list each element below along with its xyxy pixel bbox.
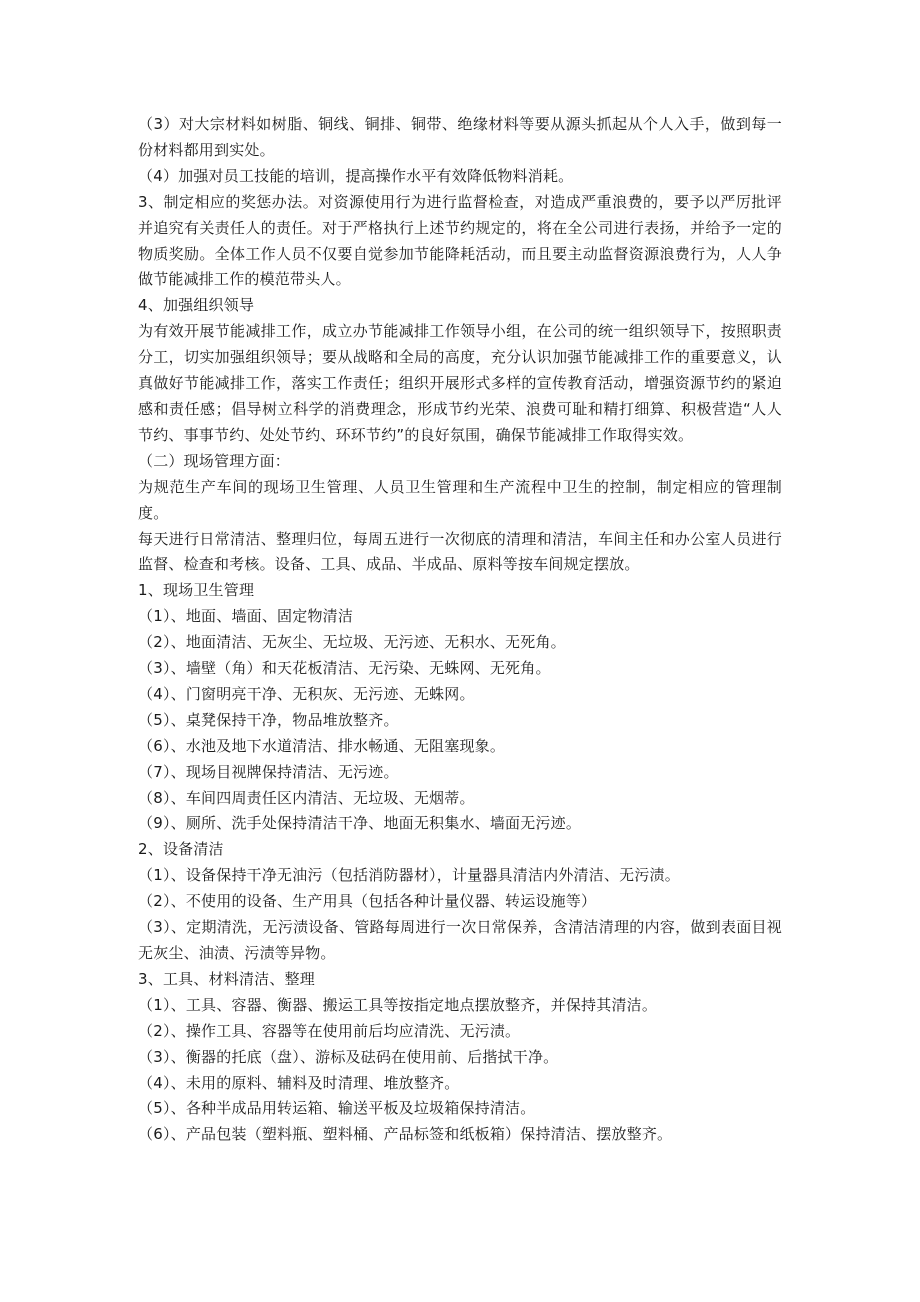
- list-item: （1）、设备保持干净无油污（包括消防器材），计量器具清洁内外清洁、无污渍。: [138, 866, 680, 885]
- list-item: （2）、地面清洁、无灰尘、无垃圾、无污迹、无积水、无死角。: [138, 633, 566, 652]
- list-item: （9）、厕所、洗手处保持清洁干净、地面无积集水、墙面无污迹。: [138, 814, 582, 833]
- heading-site-hygiene: 1、现场卫生管理: [138, 581, 255, 600]
- list-item: （2）、操作工具、容器等在使用前后均应清洗、无污渍。: [138, 1021, 521, 1040]
- heading-site-management: （二）现场管理方面：: [138, 451, 291, 470]
- list-item: （1）、工具、容器、衡器、搬运工具等按指定地点摆放整齐，并保持其清洁。: [138, 995, 658, 1014]
- list-item: （7）、现场目视牌保持清洁、无污迹。: [138, 762, 399, 781]
- list-item: （2）、不使用的设备、生产用具（包括各种计量仪器、转运设施等）: [138, 892, 597, 911]
- paragraph-leadership-details: 为有效开展节能减排工作，成立办节能减排工作领导小组，在公司的统一组织领导下，按照职责分工，切实加强组织领导；要从战略和全局的高度，充分认识加强节能减排工作的重要意义，认真做好节能减排工作，落实工作责任；组织开展形式多样的宣传教育活动，增强资源节约的紧迫感和责任感；倡导树立科学的消费理念，形成节约光荣、浪费可耻和精打细算、积极营造“人人节约、事事节约、处处节约、环环节约”的良好氛围，确保节能减排工作取得实效。: [138, 322, 782, 444]
- paragraph-rewards-penalties: 3、制定相应的奖惩办法。对资源使用行为进行监督检查，对造成严重浪费的，要予以严厉批评并追究有关责任人的责任。对于严格执行上述节约规定的，将在全公司进行表扬，并给予一定的物质奖励。全体工作人员不仅要自觉参加节能降耗活动，而且要主动监督资源浪费行为，人人争做节能减排工作的模范带头人。: [138, 192, 782, 289]
- list-item: （4）、门窗明亮干净、无积灰、无污迹、无蛛网。: [138, 684, 475, 703]
- list-item: （6）、产品包装（塑料瓶、塑料桶、产品标签和纸板箱）保持清洁、摆放整齐。: [138, 1125, 673, 1144]
- list-item: （3）、墙壁（角）和天花板清洁、无污染、无蛛网、无死角。: [138, 659, 551, 678]
- list-item: （6）、水池及地下水道清洁、排水畅通、无阻塞现象。: [138, 736, 506, 755]
- list-item: （8）、车间四周责任区内清洁、无垃圾、无烟蒂。: [138, 788, 475, 807]
- list-item: （1）、地面、墙面、固定物清洁: [138, 607, 354, 626]
- paragraph-material-sources: （3）对大宗材料如树脂、铜线、铜排、铜带、绝缘材料等要从源头抓起从个人入手，做到每一份材料都用到实处。: [138, 115, 782, 159]
- list-item: （3）、衡器的托底（盘）、游标及砝码在使用前、后揩拭干净。: [138, 1047, 559, 1066]
- heading-equipment-cleaning: 2、设备清洁: [138, 840, 224, 859]
- heading-organization-leadership: 4、加强组织领导: [138, 296, 255, 315]
- paragraph-site-management-intro: 为规范生产车间的现场卫生管理、人员卫生管理和生产流程中卫生的控制，制定相应的管理制度。: [138, 477, 782, 522]
- heading-tools-materials: 3、工具、材料清洁、整理: [138, 969, 315, 988]
- list-item: （3）、定期清洗，无污渍设备、管路每周进行一次日常保养，含清洁清理的内容，做到表面目视无灰尘、油渍、污渍等异物。: [138, 918, 782, 962]
- paragraph-staff-training: （4）加强对员工技能的培训，提高操作水平有效降低物料消耗。: [138, 166, 574, 185]
- list-item: （5）、桌凳保持干净，物品堆放整齐。: [138, 710, 399, 729]
- list-item: （4）、未用的原料、辅料及时清理、堆放整齐。: [138, 1073, 460, 1092]
- paragraph-daily-cleaning: 每天进行日常清洁、整理归位，每周五进行一次彻底的清理和清洁，车间主任和办公室人员进行监督、检查和考核。设备、工具、成品、半成品、原料等按车间规定摆放。: [138, 529, 782, 574]
- list-item: （5）、各种半成品用转运箱、输送平板及垃圾箱保持清洁。: [138, 1099, 536, 1118]
